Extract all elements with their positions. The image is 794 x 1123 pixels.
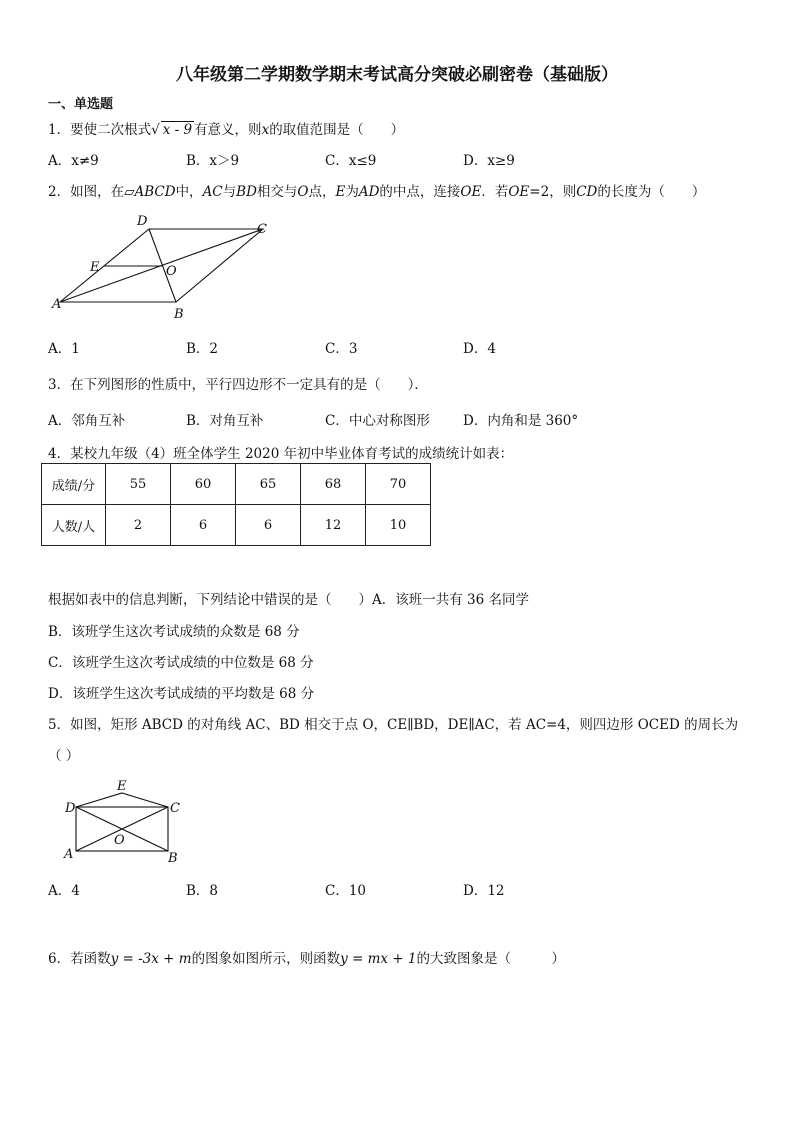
q6-formula-1: y = -3x + m <box>110 951 192 967</box>
q2-part: E <box>335 184 346 200</box>
table-cell: 10 <box>366 505 431 546</box>
q6-text-end: 的大致图象是（ ） <box>416 951 565 967</box>
q3-option-b[interactable]: B．对角互补 <box>186 413 264 429</box>
label-a: A <box>64 847 74 862</box>
q2-part: =2，则 <box>529 184 577 200</box>
q2-option-b[interactable]: B．2 <box>186 341 219 357</box>
question-5: 5．如图，矩形 ABCD 的对角线 AC、BD 相交于点 O，CE∥BD，DE∥AC，若 AC=4，则四边形 OCED 的周长为 <box>48 717 739 733</box>
table-cell: 68 <box>301 464 366 505</box>
q6-text-mid: 的图象如图所示，则函数 <box>191 951 341 967</box>
section-heading: 一、单选题 <box>48 97 114 112</box>
q2-part: 的中点，连接 <box>379 184 461 200</box>
page-title: 八年级第二学期数学期末考试高分突破必刷密卷（基础版） <box>176 65 618 85</box>
q2-part: OE <box>460 184 482 200</box>
label-d: D <box>65 801 76 816</box>
q2-part: 中， <box>175 184 203 200</box>
label-o: O <box>166 264 177 279</box>
q2-part: 为 <box>345 184 359 200</box>
q4-statement: 根据如表中的信息判断，下列结论中错误的是（ ）A．该班一共有 36 名同学 <box>48 592 530 608</box>
table-cell: 成绩/分 <box>42 464 106 505</box>
segments-de-ce <box>76 793 168 807</box>
q2-part: ABCD <box>134 184 176 200</box>
label-c: C <box>170 801 180 816</box>
q2-part: 2．如图，在▱ <box>48 184 135 200</box>
q1-radicand: x - 9 <box>162 122 193 138</box>
q2-option-a[interactable]: A．1 <box>48 341 80 357</box>
label-b: B <box>168 851 178 866</box>
label-d: D <box>137 214 148 229</box>
label-o: O <box>114 833 125 848</box>
q1-option-b[interactable]: B．x＞9 <box>186 153 240 169</box>
q5-option-a[interactable]: A．4 <box>48 883 80 899</box>
sqrt-symbol: √ <box>151 122 160 138</box>
table-cell: 60 <box>171 464 236 505</box>
q2-part: 的长度为（ ） <box>597 184 706 200</box>
q1-option-d[interactable]: D．x≥9 <box>463 153 515 169</box>
table-cell: 2 <box>106 505 171 546</box>
q2-part: 点， <box>308 184 336 200</box>
q2-option-c[interactable]: C．3 <box>325 341 358 357</box>
q2-part: 相交与 <box>256 184 298 200</box>
q1-text-post: 有意义，则 <box>194 122 262 138</box>
question-4: 4．某校九年级（4）班全体学生 2020 年初中毕业体育考试的成绩统计如表： <box>48 446 514 462</box>
table-cell: 55 <box>106 464 171 505</box>
q1-option-c[interactable]: C．x≤9 <box>325 153 377 169</box>
label-a: A <box>52 297 62 312</box>
q2-part: CD <box>576 184 598 200</box>
table-cell: 人数/人 <box>42 505 106 546</box>
q2-part: AD <box>358 184 380 200</box>
label-b: B <box>174 307 184 322</box>
q5-option-b[interactable]: B．8 <box>186 883 219 899</box>
q2-part: 与 <box>222 184 237 200</box>
q2-part: AC <box>202 184 223 200</box>
q4-option-b[interactable]: B．该班学生这次考试成绩的众数是 68 分 <box>48 624 300 640</box>
q2-part: ．若 <box>481 184 509 200</box>
q3-option-c[interactable]: C．中心对称图形 <box>325 413 430 429</box>
q3-option-d[interactable]: D．内角和是 360° <box>463 413 579 429</box>
q5-option-d[interactable]: D．12 <box>463 883 505 899</box>
label-c: C <box>257 222 267 237</box>
q4-option-d[interactable]: D．该班学生这次考试成绩的平均数是 68 分 <box>48 686 315 702</box>
table-cell: 6 <box>171 505 236 546</box>
q1-text-end: 的取值范围是（ ） <box>269 122 405 138</box>
q5-option-c[interactable]: C．10 <box>325 883 367 899</box>
label-e: E <box>117 779 127 794</box>
q2-part: BD <box>236 184 257 200</box>
q1-variable: x <box>261 122 270 138</box>
q2-option-d[interactable]: D．4 <box>463 341 496 357</box>
q6-formula-2: y = mx + 1 <box>340 951 417 967</box>
q4-option-c[interactable]: C．该班学生这次考试成绩的中位数是 68 分 <box>48 655 314 671</box>
q3-option-a[interactable]: A．邻角互补 <box>48 413 126 429</box>
q2-part: O <box>297 184 309 200</box>
table-cell: 6 <box>236 505 301 546</box>
q6-text-pre: 6．若函数 <box>48 951 111 967</box>
label-e: E <box>90 260 100 275</box>
q5-answer-paren: （ ） <box>48 748 80 764</box>
q1-option-a[interactable]: A．x≠9 <box>48 153 99 169</box>
q1-text-pre: 1．要使二次根式 <box>48 122 152 138</box>
question-3: 3．在下列图形的性质中，平行四边形不一定具有的是（ ）． <box>48 377 428 393</box>
question-6 <box>48 947 565 967</box>
table-cell: 65 <box>236 464 301 505</box>
table-cell: 70 <box>366 464 431 505</box>
q2-part: OE <box>508 184 530 200</box>
table-cell: 12 <box>301 505 366 546</box>
